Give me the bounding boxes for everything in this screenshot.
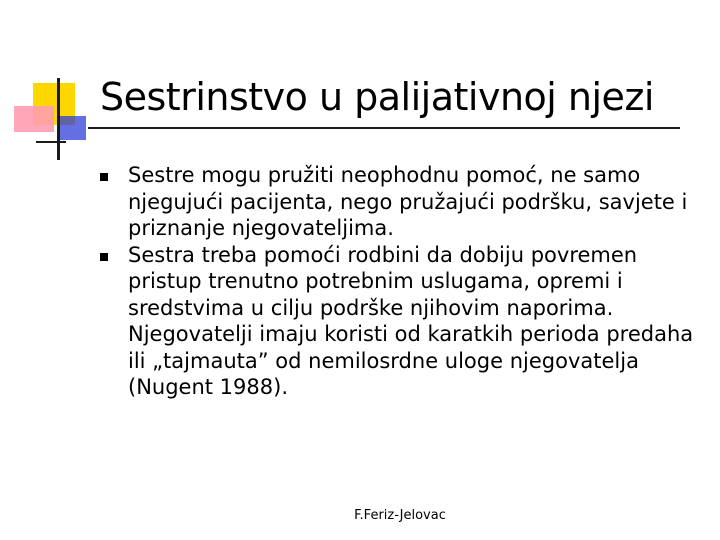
decor-vertical-line	[57, 78, 60, 160]
square-bullet-icon	[100, 173, 108, 181]
bullet-item	[100, 242, 696, 401]
decor-blue-square	[60, 116, 86, 140]
bullet-list	[100, 162, 696, 401]
slide-footer: F.Feriz-Jelovac	[354, 508, 446, 523]
bullet-text: Sestra treba pomoći rodbini da dobiju povremen pristup trenutno potrebnim uslugama, opremi i sredstvima u cilju podrške njihovim naporima. Njegovatelji imaju koristi od karatkih perioda predaha ili „tajmauta” od nemilosrdne uloge njegovatelja (Nugent 1988).	[128, 242, 694, 399]
bullet-item	[100, 162, 696, 242]
bullet-text: Sestre mogu pružiti neophodnu pomoć, ne samo njegujući pacijenta, nego pružajući podršku, savjete i priznanje njegovateljima.	[128, 163, 688, 240]
decor-pink-square	[14, 106, 54, 132]
square-bullet-icon	[100, 253, 108, 261]
decor-short-rule	[36, 141, 66, 143]
title-underline	[88, 127, 680, 129]
slide-title: Sestrinstvo u palijativnoj njezi	[100, 75, 654, 119]
